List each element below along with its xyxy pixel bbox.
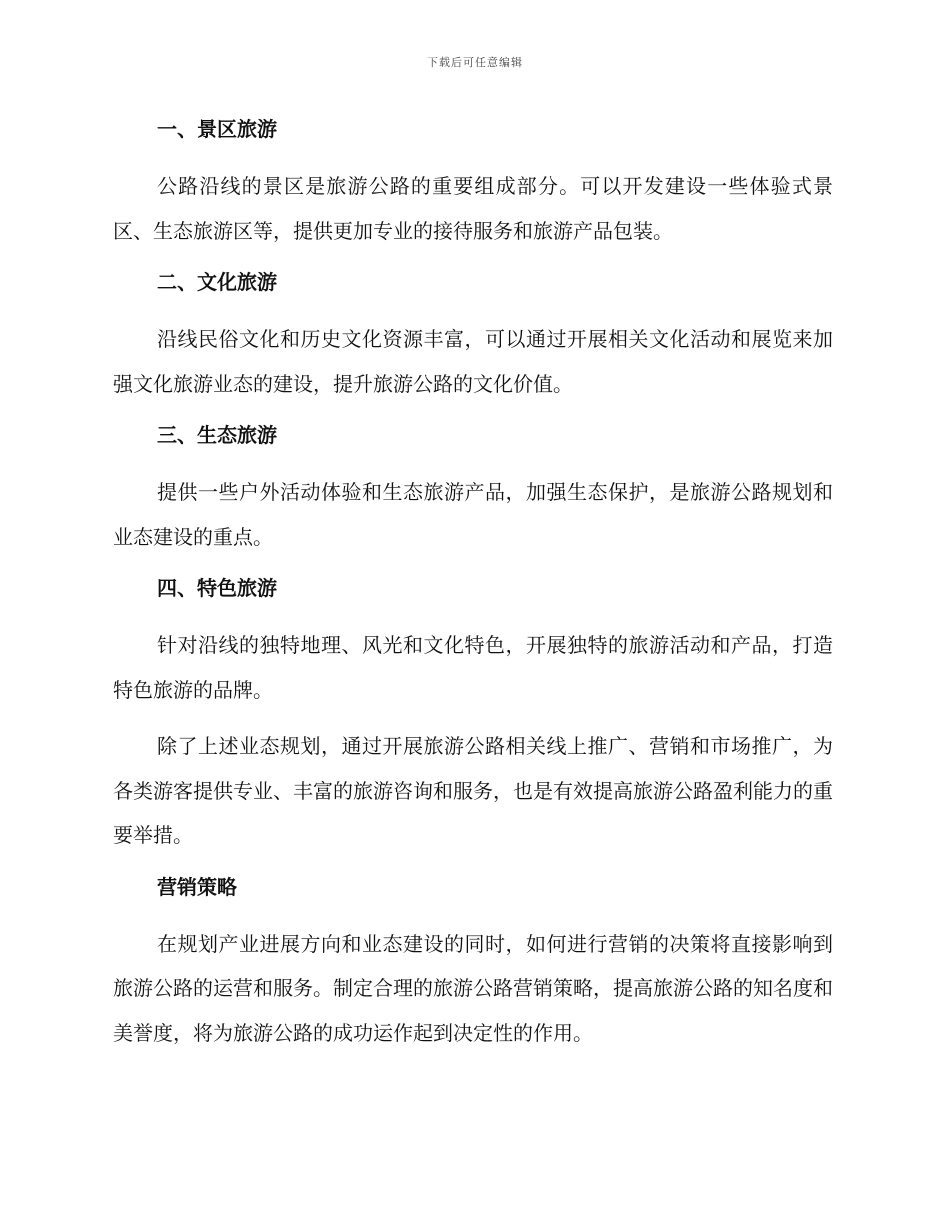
section-paragraph: 公路沿线的景区是旅游公路的重要组成部分。可以开发建设一些体验式景区、生态旅游区等，提供更加专业的接待服务和旅游产品包装。 [113,174,833,243]
section-paragraph: 沿线民俗文化和历史文化资源丰富，可以通过开展相关文化活动和展览来加强文化旅游业态的建设，提升旅游公路的文化价值。 [113,327,833,396]
section-paragraph: 针对沿线的独特地理、风光和文化特色，开展独特的旅游活动和产品，打造特色旅游的品牌。 [113,633,833,702]
document-body [113,112,833,1067]
section-paragraph: 提供一些户外活动体验和生态旅游产品，加强生态保护，是旅游公路规划和业态建设的重点。 [113,480,833,549]
page-header-note: 下载后可任意编辑 [427,56,523,69]
marketing-paragraph: 在规划产业进展方向和业态建设的同时，如何进行营销的决策将直接影响到旅游公路的运营和服务。制定合理的旅游公路营销策略，提高旅游公路的知名度和美誉度，将为旅游公路的成功运作起到决定性的作用。 [113,931,833,1045]
marketing-heading: 营销策略 [157,874,237,899]
section-heading: 二、文化旅游 [157,270,277,294]
section-heading: 一、景区旅游 [157,117,277,141]
summary-paragraph: 除了上述业态规划，通过开展旅游公路相关线上推广、营销和市场推广，为各类游客提供专业、丰富的旅游咨询和服务，也是有效提高旅游公路盈利能力的重要举措。 [113,734,833,847]
section-heading: 三、生态旅游 [157,423,277,447]
section-heading: 四、特色旅游 [157,576,277,600]
